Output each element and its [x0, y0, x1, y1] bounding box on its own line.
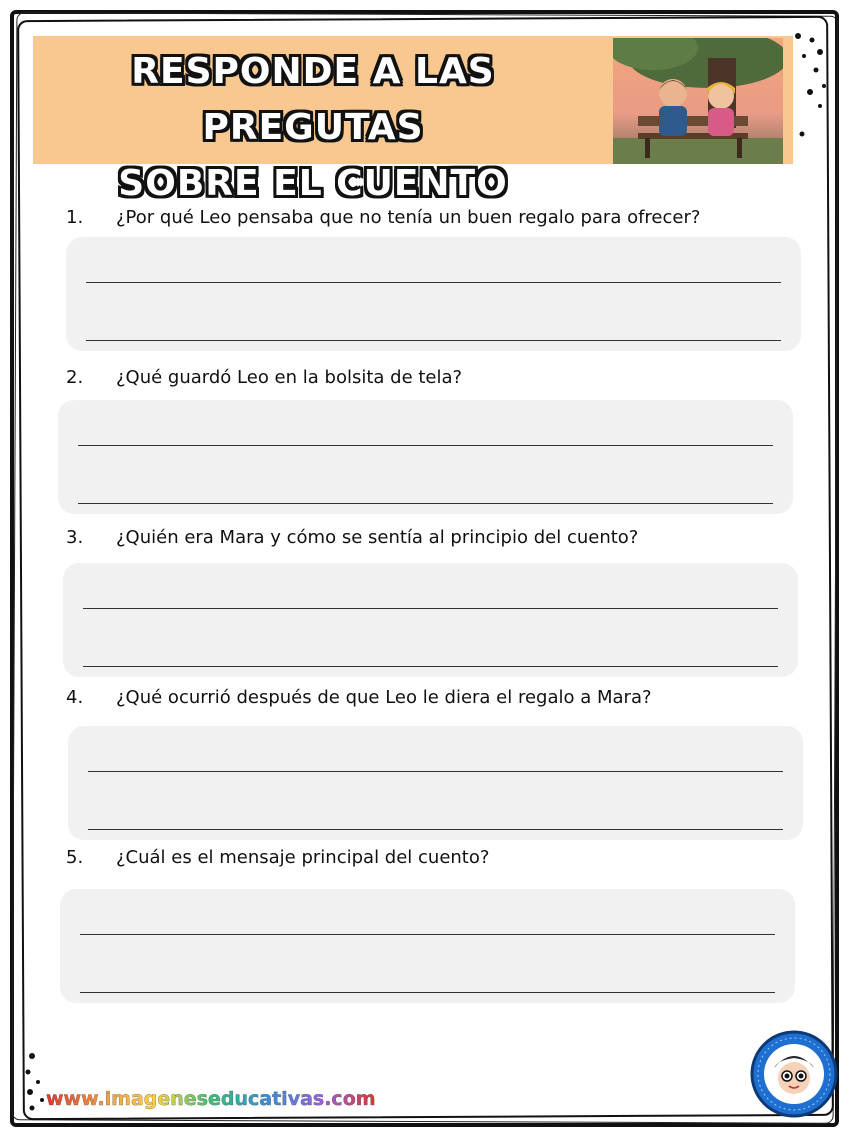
question-2	[66, 366, 462, 390]
question-4-number: 4.	[66, 687, 84, 708]
title-line-1: RESPONDE A LAS PREGUTAS	[131, 51, 495, 148]
answer-line	[78, 503, 773, 504]
question-3-text: ¿Quién era Mara y cómo se sentía al principio del cuento?	[116, 527, 639, 548]
question-4	[66, 686, 652, 710]
answer-line	[80, 934, 775, 935]
story-illustration	[613, 38, 783, 164]
question-5	[66, 846, 489, 870]
answer-line	[78, 445, 773, 446]
header-banner	[33, 36, 793, 204]
question-1-number: 1.	[66, 207, 84, 228]
question-2-number: 2.	[66, 367, 84, 388]
question-4-text: ¿Qué ocurrió después de que Leo le diera el regalo a Mara?	[116, 687, 652, 708]
title-line-2: SOBRE EL CUENTO	[118, 163, 508, 204]
question-1	[66, 206, 700, 230]
answer-box-2[interactable]	[58, 400, 793, 514]
question-3	[66, 526, 638, 550]
footer-website-link[interactable]	[46, 1088, 376, 1110]
question-1-text: ¿Por qué Leo pensaba que no tenía un buen regalo para ofrecer?	[116, 207, 701, 228]
decorative-dots-top-right	[790, 30, 840, 140]
answer-line	[80, 992, 775, 993]
answer-line	[88, 829, 783, 830]
answer-box-5[interactable]	[60, 889, 795, 1003]
answer-line	[88, 771, 783, 772]
site-logo-badge	[750, 1030, 838, 1118]
question-2-text: ¿Qué guardó Leo en la bolsita de tela?	[116, 367, 463, 388]
answer-line	[86, 282, 781, 283]
answer-line	[86, 340, 781, 341]
footer-website-text: www.imageneseducativas.com	[46, 1088, 376, 1110]
question-5-text: ¿Cuál es el mensaje principal del cuento?	[116, 847, 490, 868]
answer-box-3[interactable]	[63, 563, 798, 677]
answer-line	[83, 666, 778, 667]
page-title	[33, 44, 593, 212]
answer-box-4[interactable]	[68, 726, 803, 840]
answer-line	[83, 608, 778, 609]
question-5-number: 5.	[66, 847, 84, 868]
question-3-number: 3.	[66, 527, 84, 548]
answer-box-1[interactable]	[66, 237, 801, 351]
